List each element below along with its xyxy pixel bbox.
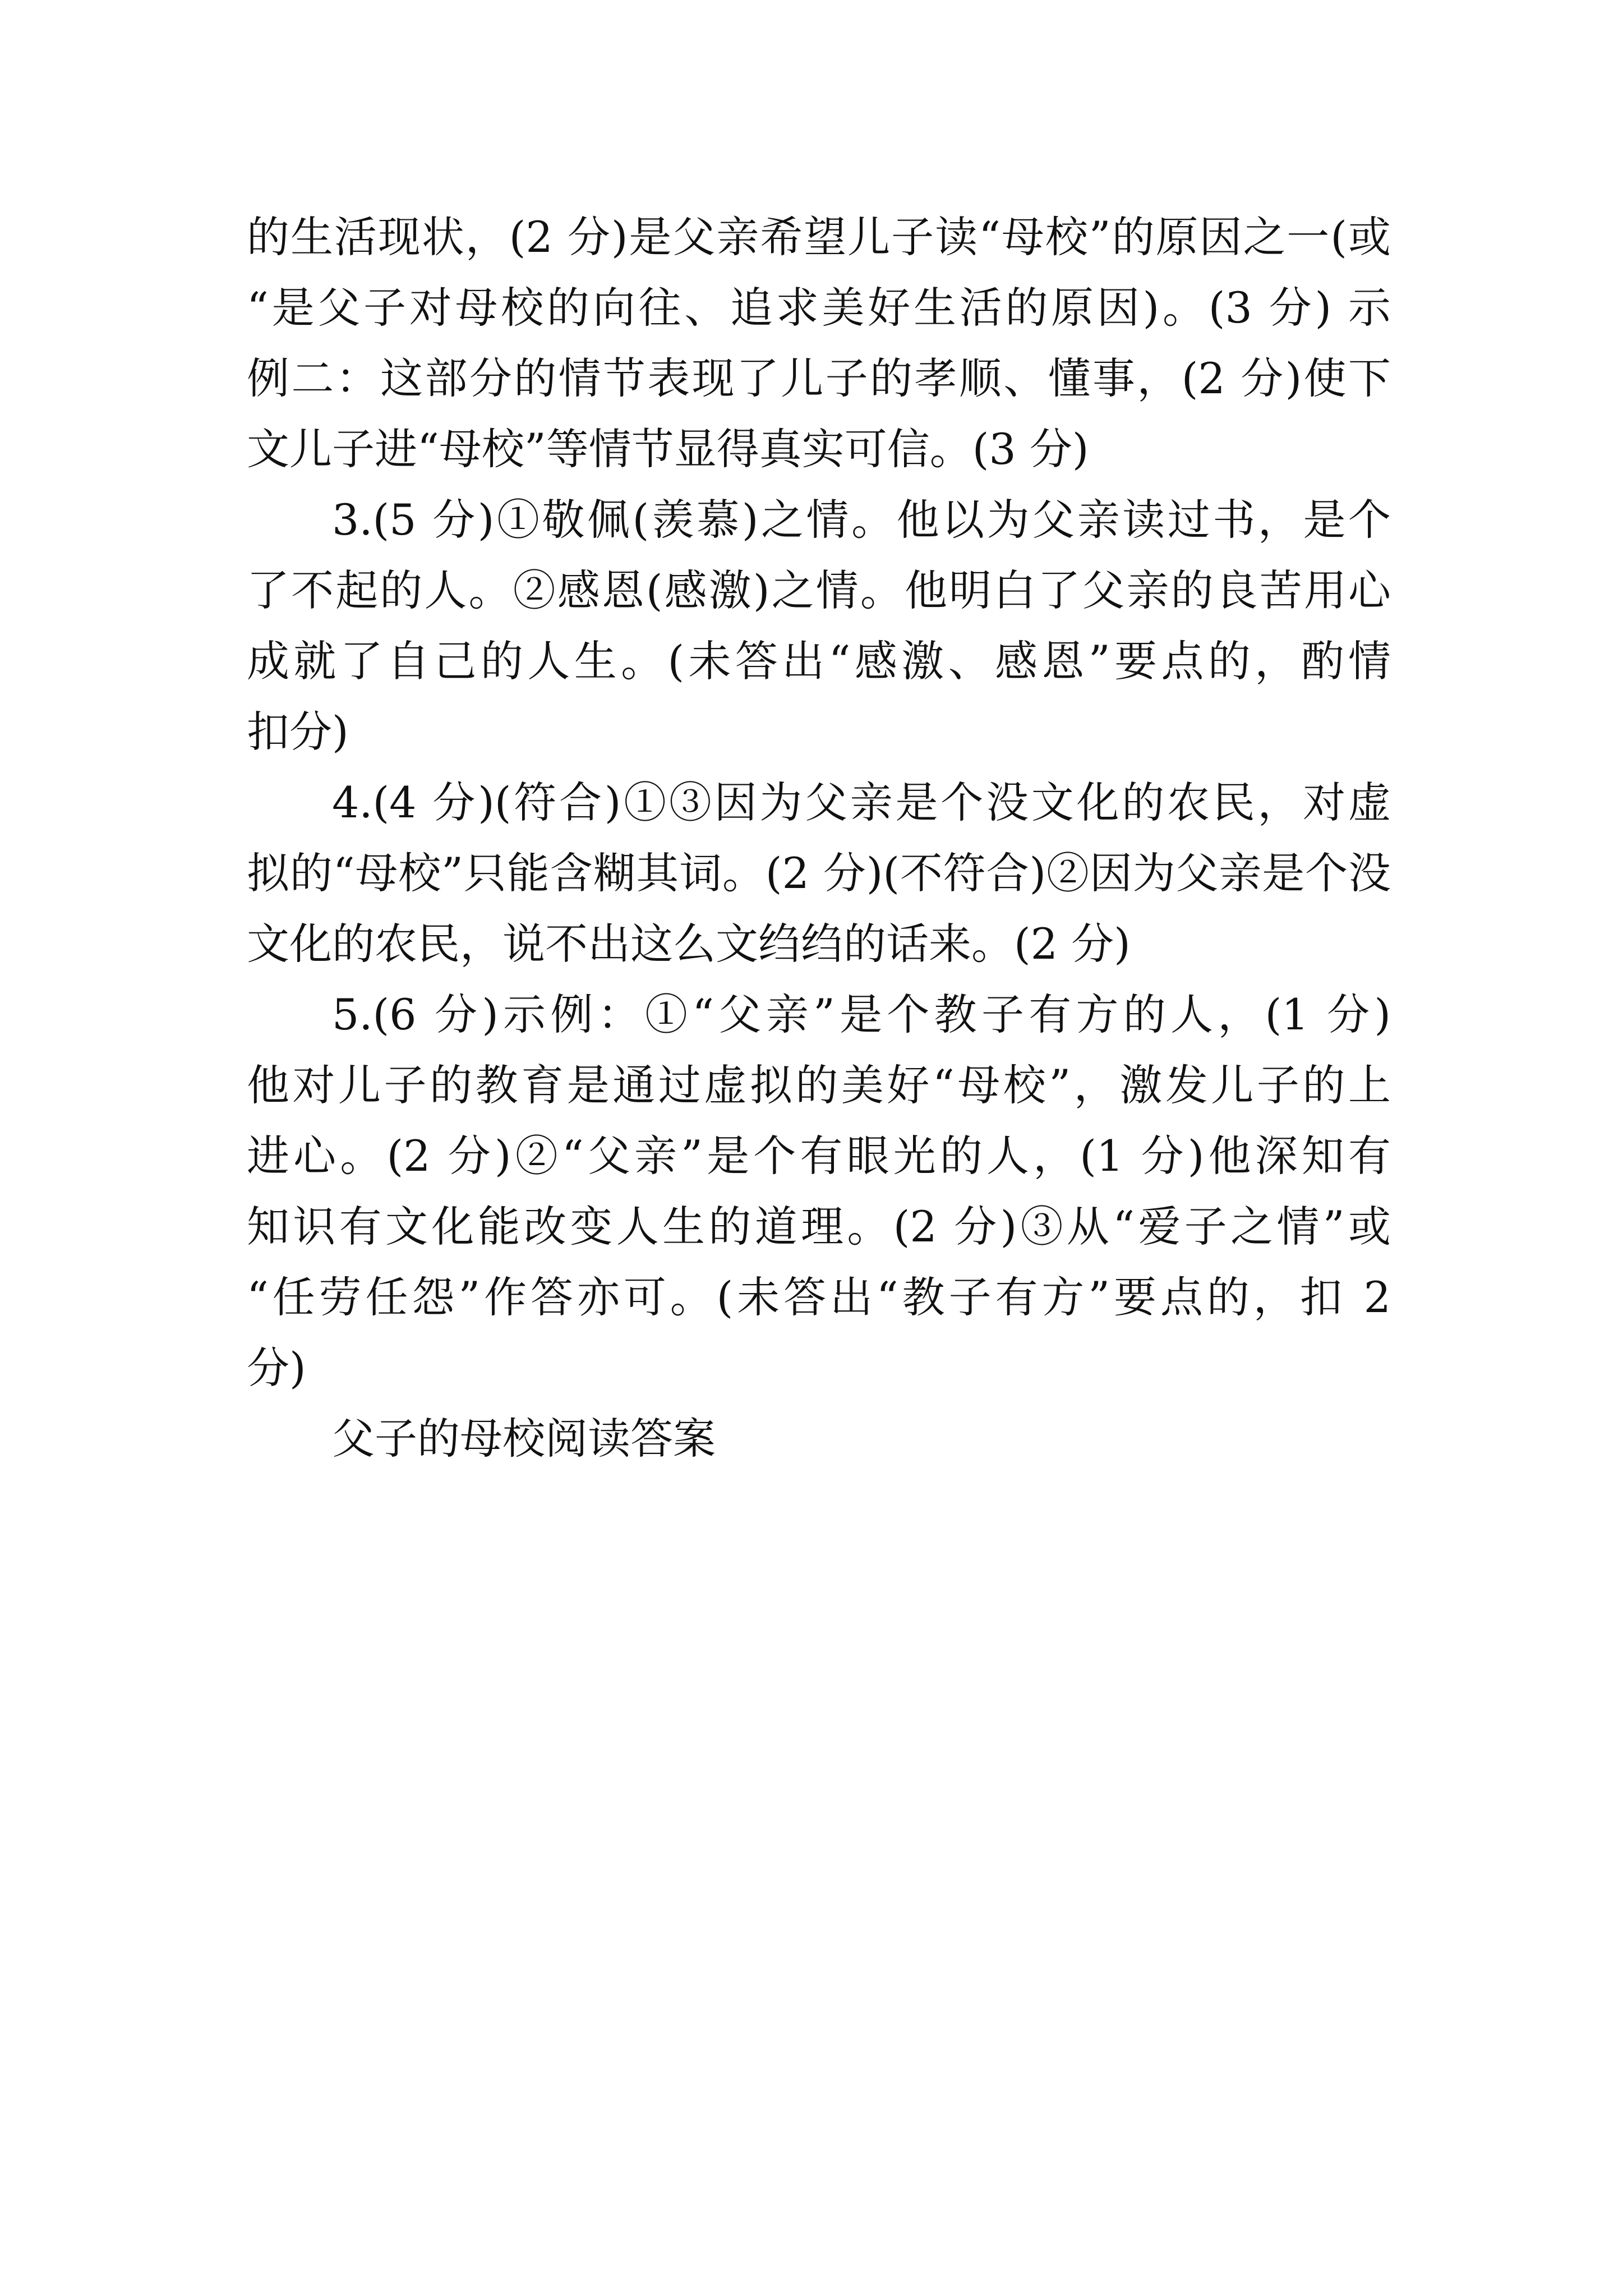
text-line: “是父子对母校的向往、追求美好生活的原因)。(3 分) 示 (247, 283, 1391, 333)
answer-5 (247, 979, 1391, 1404)
text-line: 文儿子进“母校”等情节显得真实可信。(3 分) (247, 424, 1089, 474)
text-line: 5.(6 分)示例：①“父亲”是个教子有方的人，(1 分) (332, 990, 1391, 1039)
text-line: 知识有文化能改变人生的道理。(2 分)③从“爱子之情”或 (247, 1202, 1391, 1251)
text-line: 他对儿子的教育是通过虚拟的美好“母校”，激发儿子的上 (247, 1060, 1391, 1110)
text-line: 例二：这部分的情节表现了儿子的孝顺、懂事，(2 分)使下 (247, 353, 1391, 403)
text-line: 成就了自己的人生。(未答出“感激、感恩”要点的，酌情 (247, 636, 1391, 686)
text-line: 4.(4 分)(符合)①③因为父亲是个没文化的农民，对虚 (332, 777, 1391, 827)
text-line: 的生活现状，(2 分)是父亲希望儿子读“母校”的原因之一(或 (247, 212, 1391, 262)
answer-2-continued (247, 202, 1391, 485)
text-line: 文化的农民，说不出这么文绉绉的话来。(2 分) (247, 919, 1131, 969)
text-line: 了不起的人。②感恩(感激)之情。他明白了父亲的良苦用心 (247, 565, 1391, 615)
answer-3 (247, 485, 1391, 767)
text-line: 分) (247, 1343, 306, 1393)
answer-4 (247, 767, 1391, 979)
text-line: 拟的“母校”只能含糊其词。(2 分)(不符合)②因为父亲是个没 (247, 848, 1391, 898)
closing-title: 父子的母校阅读答案 (332, 1414, 716, 1464)
document-body (247, 202, 1391, 1474)
text-line: 扣分) (247, 707, 349, 757)
text-line: “任劳任怨”作答亦可。(未答出“教子有方”要点的，扣 2 (247, 1272, 1391, 1322)
text-line: 3.(5 分)①敬佩(羡慕)之情。他以为父亲读过书，是个 (332, 495, 1391, 545)
text-line: 进心。(2 分)②“父亲”是个有眼光的人，(1 分)他深知有 (247, 1131, 1391, 1181)
